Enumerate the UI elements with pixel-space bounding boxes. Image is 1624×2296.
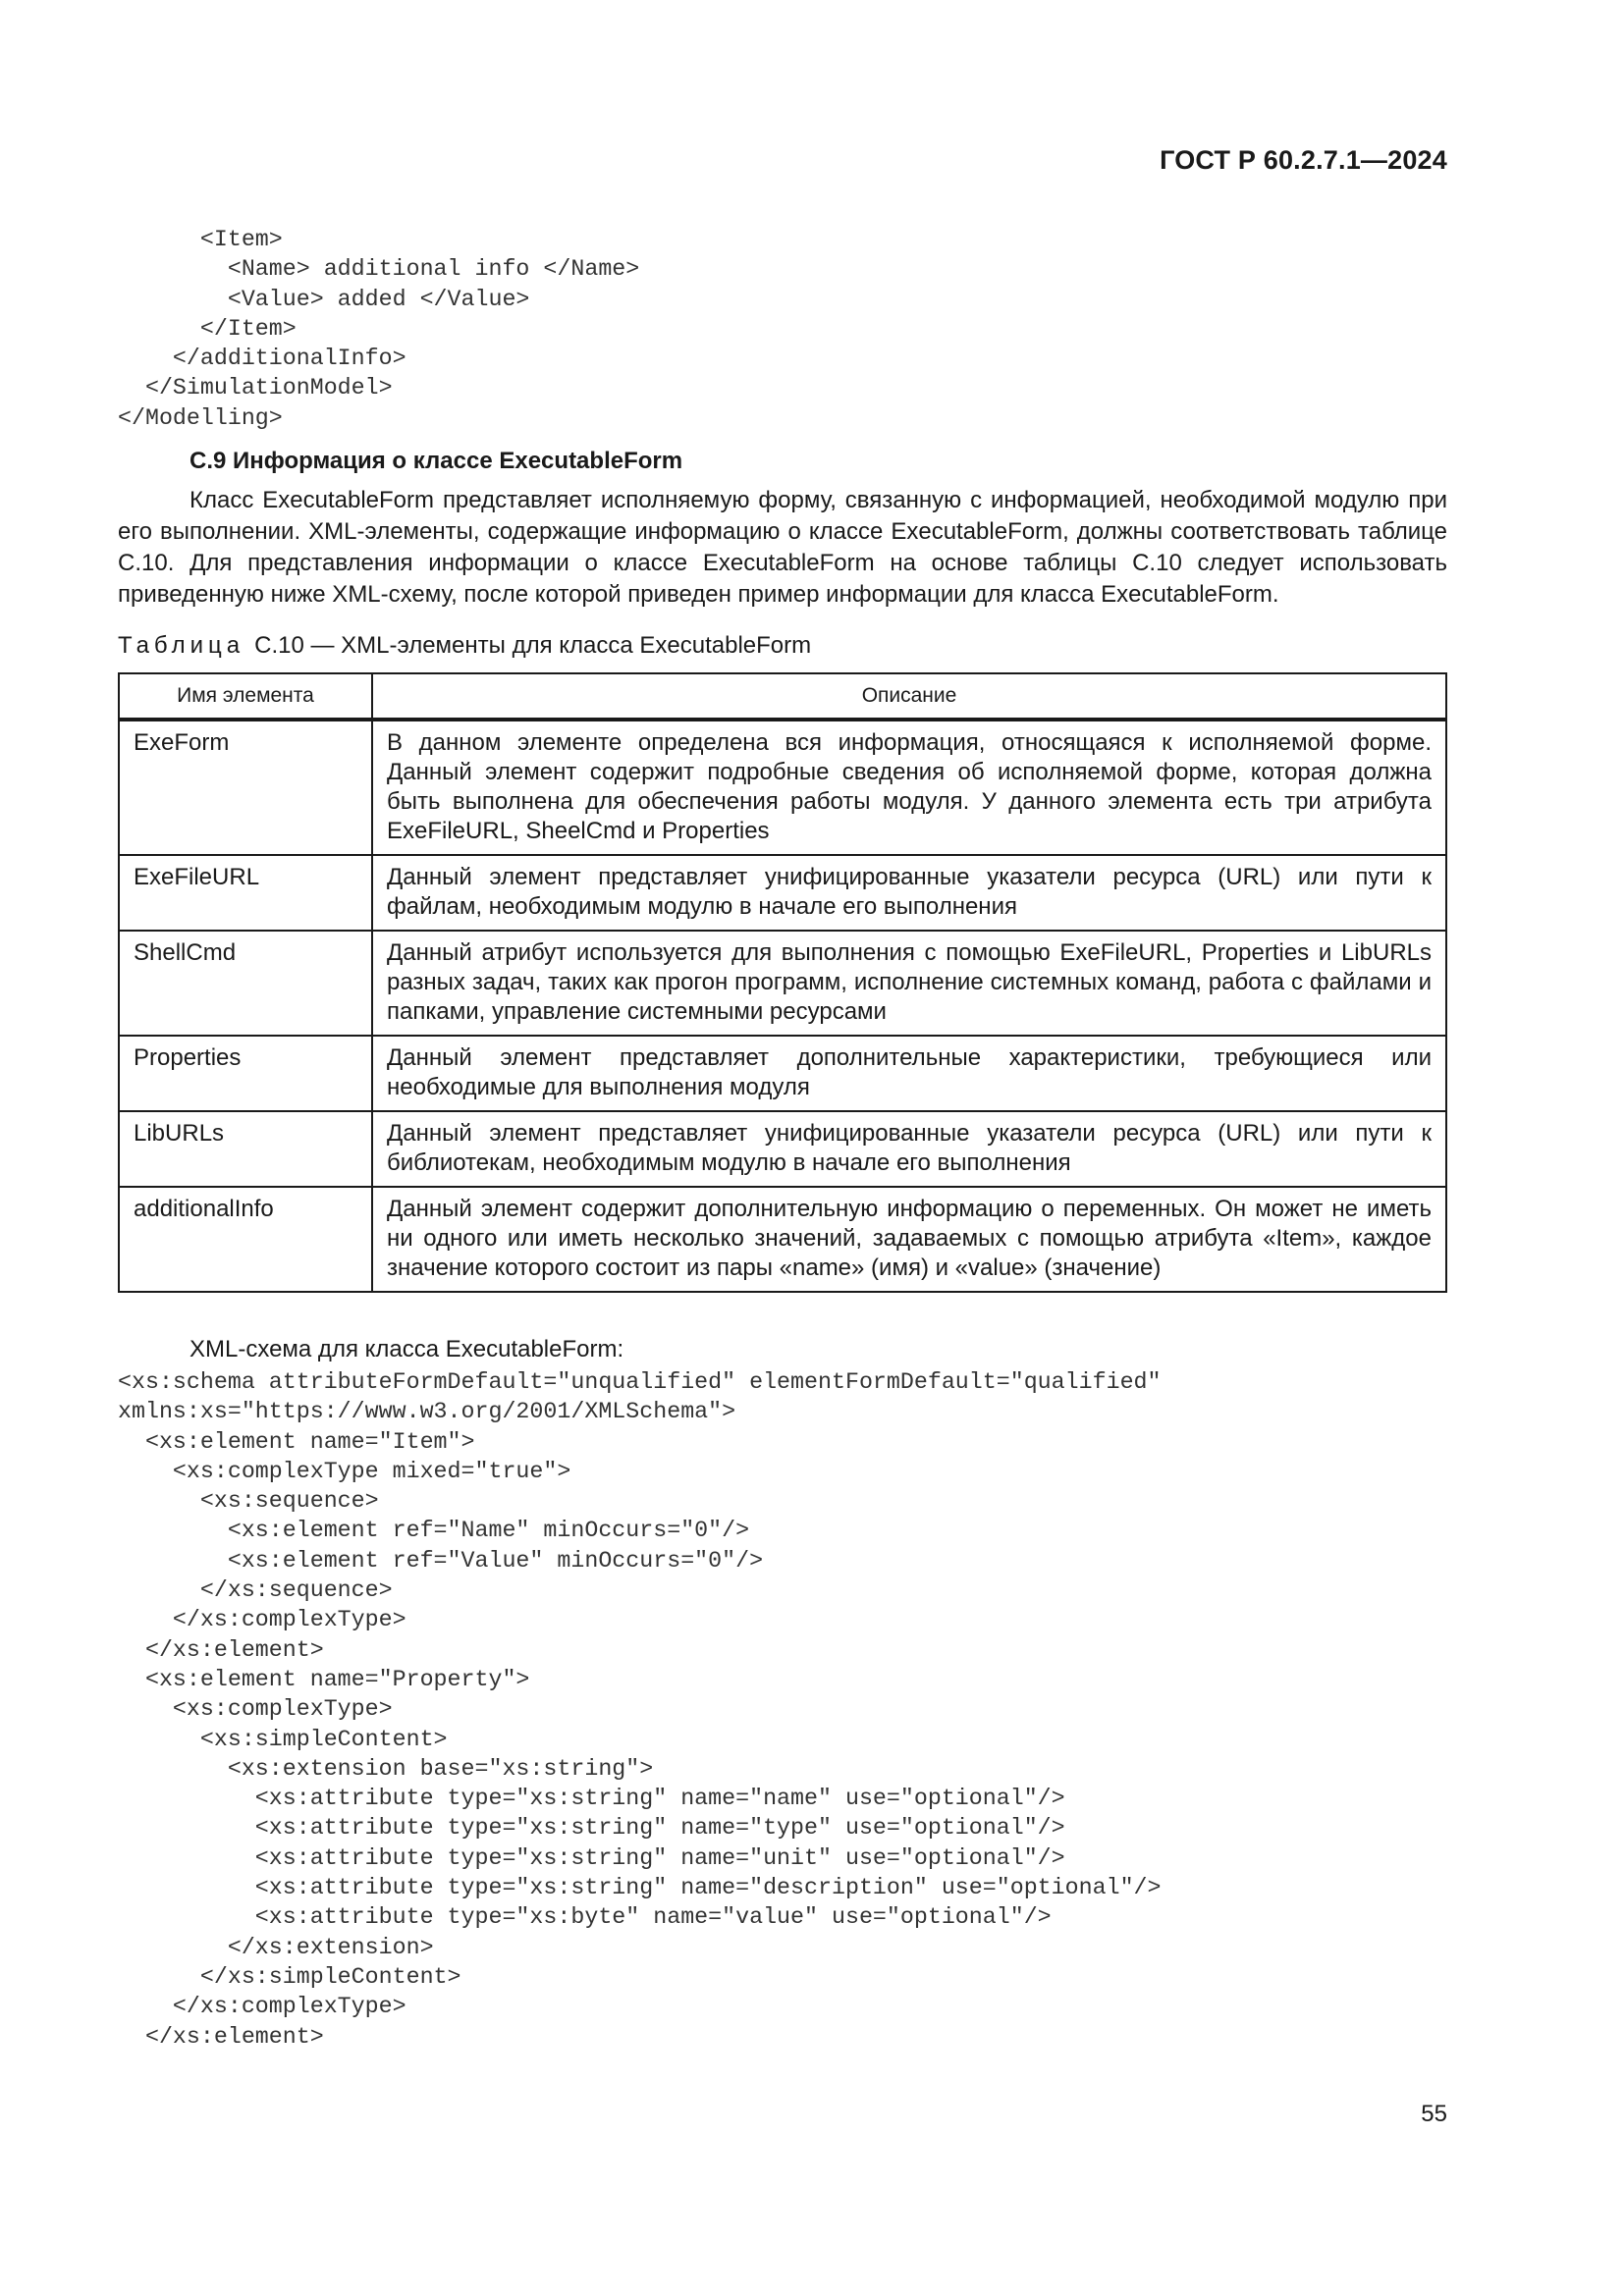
code-line: </Modelling> [118,404,283,431]
code-line: <xs:sequence> [118,1488,379,1515]
element-name: additionalInfo [119,1187,372,1292]
code-line: xmlns:xs="https://www.w3.org/2001/XMLSchema"> [118,1399,736,1425]
code-line: </additionalInfo> [118,346,406,372]
code-line: <xs:attribute type="xs:string" name="unit" use="optional"/> [118,1844,1065,1871]
element-description: Данный элемент представляет унифицированные указатели ресурса (URL) или пути к библиотекам, необходимым модулю в начале его выполнения [372,1111,1446,1187]
code-line: <xs:element name="Property"> [118,1666,530,1692]
table-header-row [119,673,1446,720]
table-row [119,931,1446,1036]
element-name: ExeForm [119,720,372,855]
table-row [119,1111,1446,1187]
element-description: В данном элементе определена вся информация, относящаяся к исполняемой форме. Данный элемент содержит подробные сведения об исполняемой форме, которая должна быть выполнена для обеспечения работы модуля. У данного элемента есть три атрибута ExeFileURL, SheelCmd и Properties [372,720,1446,855]
code-line: <xs:complexType> [118,1696,393,1723]
code-line: </xs:sequence> [118,1577,393,1604]
code-line: </xs:element> [118,1636,324,1663]
element-description: Данный атрибут используется для выполнения с помощью ExeFileURL, Properties и LibURLs разных задач, таких как прогон программ, исполнение системных команд, работа с файлами и папками, управление системными ресурсами [372,931,1446,1036]
code-line: </xs:extension> [118,1934,434,1960]
section-paragraph [118,485,1447,611]
code-line: <xs:element name="Item"> [118,1428,475,1455]
code-line: </xs:complexType> [118,1994,406,2020]
code-line: </xs:complexType> [118,1607,406,1633]
table-caption [118,632,811,660]
document-number: ГОСТ Р 60.2.7.1—2024 [1160,145,1447,175]
element-description: Данный элемент содержит дополнительную информацию о переменных. Он может не иметь ни одного или иметь несколько значений, задаваемых с помощью атрибута «Item», каждое значение которого состоит из пары «name» (имя) и «value» (значение) [372,1187,1446,1292]
code-line: </xs:element> [118,2023,324,2050]
paragraph-text: Класс ExecutableForm представляет исполняемую форму, связанную с информацией, необходимой модулю при его выполнении. XML-элементы, содержащие информацию о классе ExecutableForm, должны соответствовать таблице С.10. Для представления информации о классе ExecutableForm на основе таблицы С.10 следует использовать приведенную ниже XML-схему, после которой приведен пример информации для класса ExecutableForm. [118,487,1447,608]
code-line: <Name> additional info </Name> [118,256,640,283]
code-block-top [118,225,639,433]
table-row [119,1187,1446,1292]
element-name: LibURLs [119,1111,372,1187]
table-row [119,855,1446,931]
code-block-schema [118,1367,1162,2052]
code-line: <xs:complexType mixed="true"> [118,1458,571,1484]
code-line: </xs:simpleContent> [118,1963,461,1990]
table-row [119,720,1446,855]
code-line: <Value> added </Value> [118,286,530,312]
code-line: <Item> [118,227,283,252]
element-description: Данный элемент представляет дополнительные характеристики, требующиеся или необходимые для выполнения модуля [372,1036,1446,1111]
element-name: Properties [119,1036,372,1111]
code-line: <xs:element ref="Name" minOccurs="0"/> [118,1518,750,1544]
xml-schema-intro: XML-схема для класса ExecutableForm: [189,1336,624,1362]
elements-table [118,672,1447,1293]
code-line: <xs:schema attributeFormDefault="unqualified" elementFormDefault="qualified" [118,1369,1162,1395]
element-name: ExeFileURL [119,855,372,931]
code-line: <xs:attribute type="xs:string" name="description" use="optional"/> [118,1875,1162,1901]
element-name: ShellCmd [119,931,372,1036]
table-caption-word: Таблица [118,632,245,659]
table-caption-text: С.10 — XML-элементы для класса ExecutableForm [254,632,812,659]
code-line: </SimulationModel> [118,375,393,401]
section-heading: С.9 Информация о классе ExecutableForm [189,448,683,474]
code-line: <xs:simpleContent> [118,1726,448,1752]
code-line: <xs:attribute type="xs:string" name="name" use="optional"/> [118,1786,1065,1812]
column-header-name: Имя элемента [119,673,372,720]
code-line: <xs:element ref="Value" minOccurs="0"/> [118,1547,764,1574]
column-header-description: Описание [372,673,1446,720]
code-line: <xs:attribute type="xs:string" name="type" use="optional"/> [118,1815,1065,1842]
code-line: <xs:extension base="xs:string"> [118,1755,654,1782]
code-line: </Item> [118,315,297,342]
page-number: 55 [1421,2101,1447,2127]
table-row [119,1036,1446,1111]
element-description: Данный элемент представляет унифицированные указатели ресурса (URL) или пути к файлам, необходимым модулю в начале его выполнения [372,855,1446,931]
code-line: <xs:attribute type="xs:byte" name="value" use="optional"/> [118,1904,1052,1931]
